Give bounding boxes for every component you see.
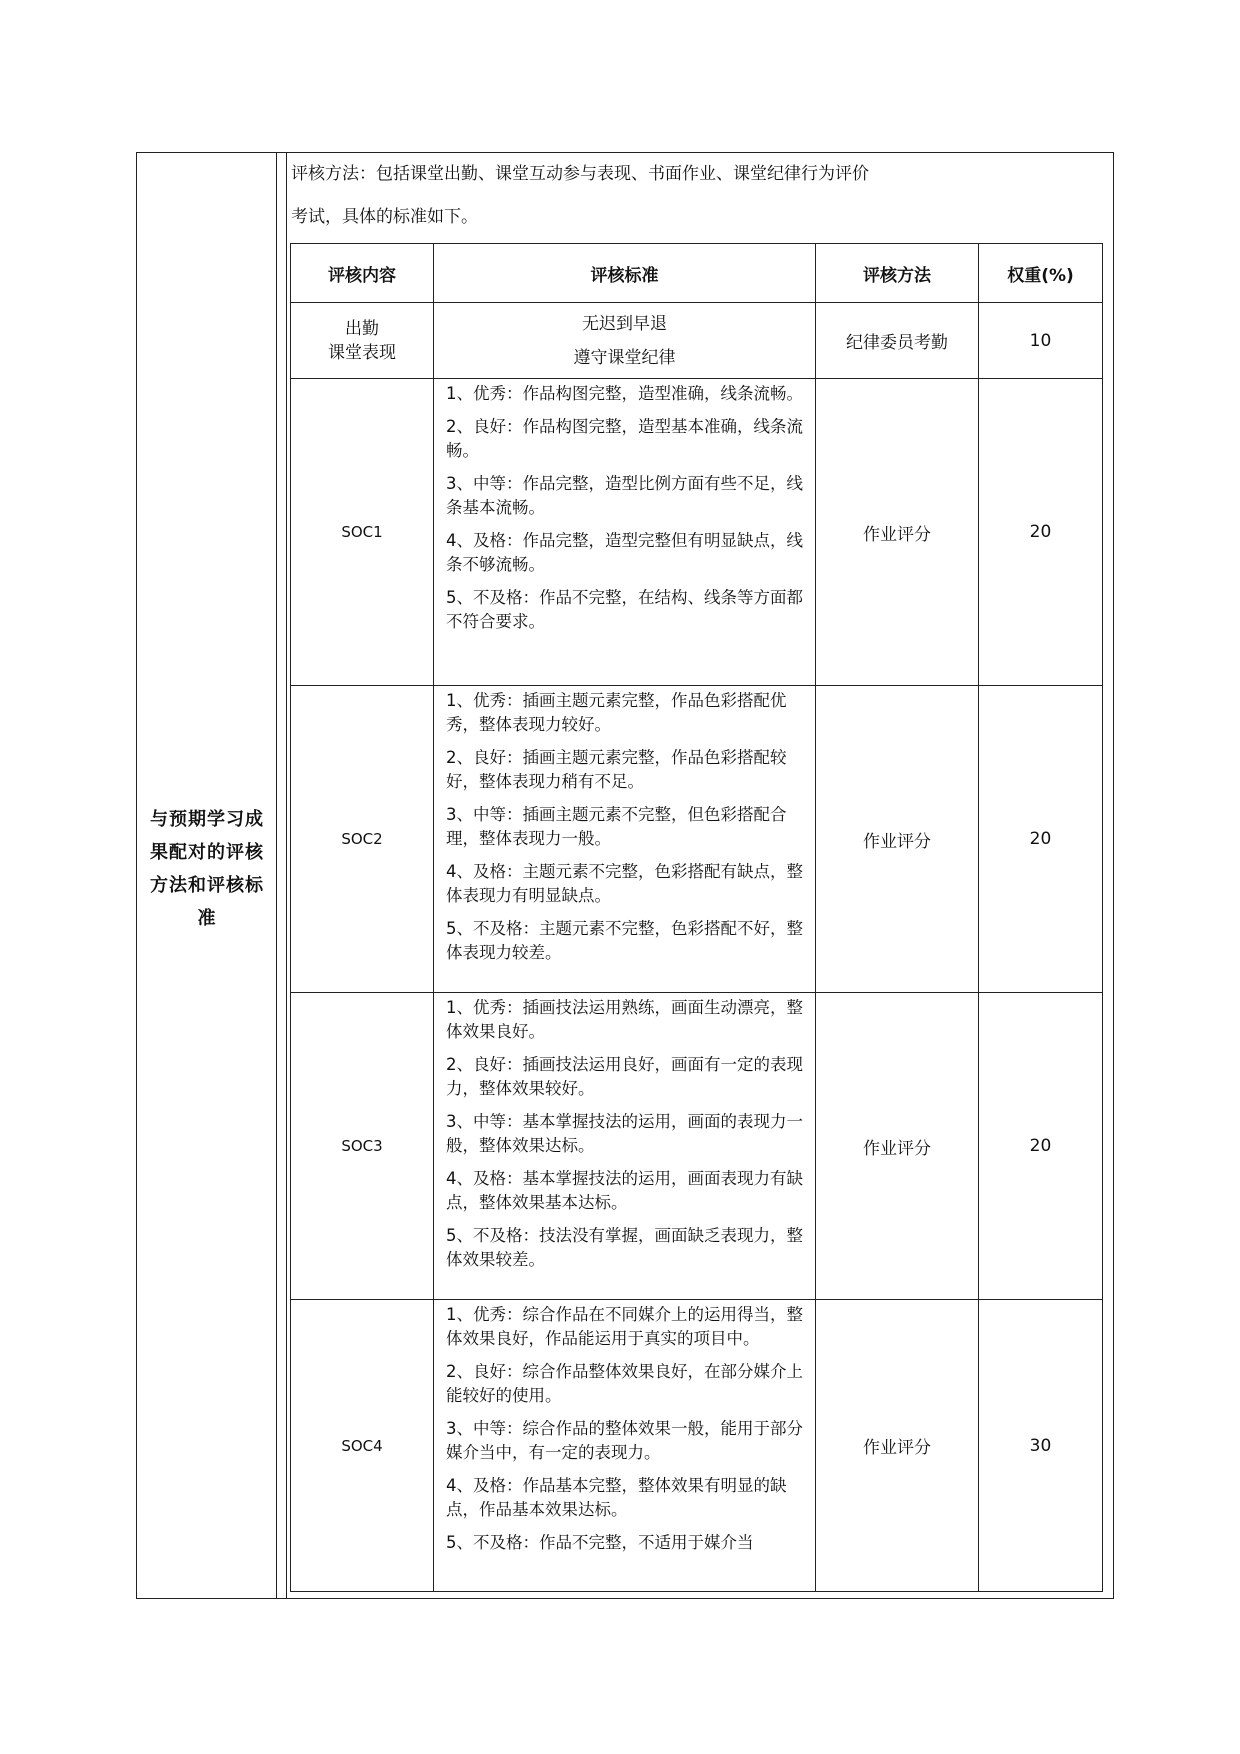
attendance-method: 纪律委员考勤 xyxy=(816,303,979,379)
criteria-item: 2、良好：综合作品整体效果良好，在部分媒介上能较好的使用。 xyxy=(446,1362,803,1405)
criteria-item: 5、不及格：作品不完整，在结构、线条等方面都不符合要求。 xyxy=(446,588,803,631)
table-row xyxy=(291,686,1103,993)
header-method: 评核方法 xyxy=(816,244,979,303)
soc-label: SOC2 xyxy=(291,686,434,993)
header-standard: 评核标准 xyxy=(434,244,816,303)
method-cell: 作业评分 xyxy=(816,993,979,1300)
criteria-item: 5、不及格：作品不完整，不适用于媒介当 xyxy=(446,1533,754,1552)
criteria-item: 1、优秀：插画主题元素完整，作品色彩搭配优秀，整体表现力较好。 xyxy=(446,691,787,734)
criteria-item: 2、良好：作品构图完整，造型基本准确，线条流畅。 xyxy=(446,417,803,460)
method-cell: 作业评分 xyxy=(816,1300,979,1592)
soc-label: SOC4 xyxy=(291,1300,434,1592)
criteria-cell xyxy=(434,993,816,1300)
criteria-cell xyxy=(434,686,816,993)
criteria-item: 3、中等：综合作品的整体效果一般，能用于部分媒介当中，有一定的表现力。 xyxy=(446,1419,803,1462)
criteria-item: 1、优秀：作品构图完整，造型准确，线条流畅。 xyxy=(446,384,803,403)
attendance-row xyxy=(291,303,1103,379)
soc-label: SOC1 xyxy=(291,379,434,686)
table-row xyxy=(291,993,1103,1300)
weight-cell: 20 xyxy=(979,379,1103,686)
criteria-item: 2、良好：插画主题元素完整，作品色彩搭配较好，整体表现力稍有不足。 xyxy=(446,748,787,791)
attendance-standard xyxy=(434,303,816,379)
attendance-content xyxy=(291,303,434,379)
column-divider xyxy=(277,153,287,1598)
attendance-standard-line2: 遵守课堂纪律 xyxy=(573,347,676,368)
intro-line-2: 考试，具体的标准如下。 xyxy=(291,207,478,227)
soc-label: SOC3 xyxy=(291,993,434,1300)
header-row xyxy=(291,244,1103,303)
criteria-item: 3、中等：插画主题元素不完整，但色彩搭配合理，整体表现力一般。 xyxy=(446,805,787,848)
criteria-item: 3、中等：作品完整，造型比例方面有些不足，线条基本流畅。 xyxy=(446,474,803,517)
criteria-item: 4、及格：作品基本完整，整体效果有明显的缺点，作品基本效果达标。 xyxy=(446,1476,787,1519)
criteria-cell xyxy=(434,1300,816,1592)
header-weight: 权重(%) xyxy=(979,244,1103,303)
weight-cell: 20 xyxy=(979,993,1103,1300)
weight-cell: 30 xyxy=(979,1300,1103,1592)
attendance-weight: 10 xyxy=(979,303,1103,379)
criteria-item: 4、及格：主题元素不完整，色彩搭配有缺点，整体表现力有明显缺点。 xyxy=(446,862,803,905)
side-label: 与预期学习成果配对的评核方法和评核标准 xyxy=(150,809,264,929)
side-label-column xyxy=(137,153,277,1598)
attendance-standard-line1: 无迟到早退 xyxy=(582,313,667,334)
method-cell: 作业评分 xyxy=(816,379,979,686)
criteria-item: 4、及格：基本掌握技法的运用，画面表现力有缺点，整体效果基本达标。 xyxy=(446,1169,803,1212)
table-row xyxy=(291,379,1103,686)
method-cell: 作业评分 xyxy=(816,686,979,993)
table-row xyxy=(291,1300,1103,1592)
criteria-item: 5、不及格：技法没有掌握，画面缺乏表现力，整体效果较差。 xyxy=(446,1226,803,1269)
assessment-outer-table xyxy=(136,152,1114,1599)
criteria-item: 5、不及格：主题元素不完整，色彩搭配不好，整体表现力较差。 xyxy=(446,919,803,962)
criteria-item: 1、优秀：综合作品在不同媒介上的运用得当，整体效果良好，作品能运用于真实的项目中。 xyxy=(446,1305,803,1348)
criteria-item: 1、优秀：插画技法运用熟练，画面生动漂亮，整体效果良好。 xyxy=(446,998,803,1041)
intro-line-1: 评核方法：包括课堂出勤、课堂互动参与表现、书面作业、课堂纪律行为评价 xyxy=(291,164,869,184)
criteria-item: 3、中等：基本掌握技法的运用，画面的表现力一般，整体效果达标。 xyxy=(446,1112,803,1155)
weight-cell: 20 xyxy=(979,686,1103,993)
criteria-table xyxy=(290,243,1103,1592)
criteria-item: 2、良好：插画技法运用良好，画面有一定的表现力，整体效果较好。 xyxy=(446,1055,803,1098)
header-content: 评核内容 xyxy=(291,244,434,303)
criteria-cell xyxy=(434,379,816,686)
attendance-content-line1: 出勤 xyxy=(345,318,379,339)
criteria-item: 4、及格：作品完整，造型完整但有明显缺点，线条不够流畅。 xyxy=(446,531,803,574)
attendance-content-line2: 课堂表现 xyxy=(328,342,396,363)
